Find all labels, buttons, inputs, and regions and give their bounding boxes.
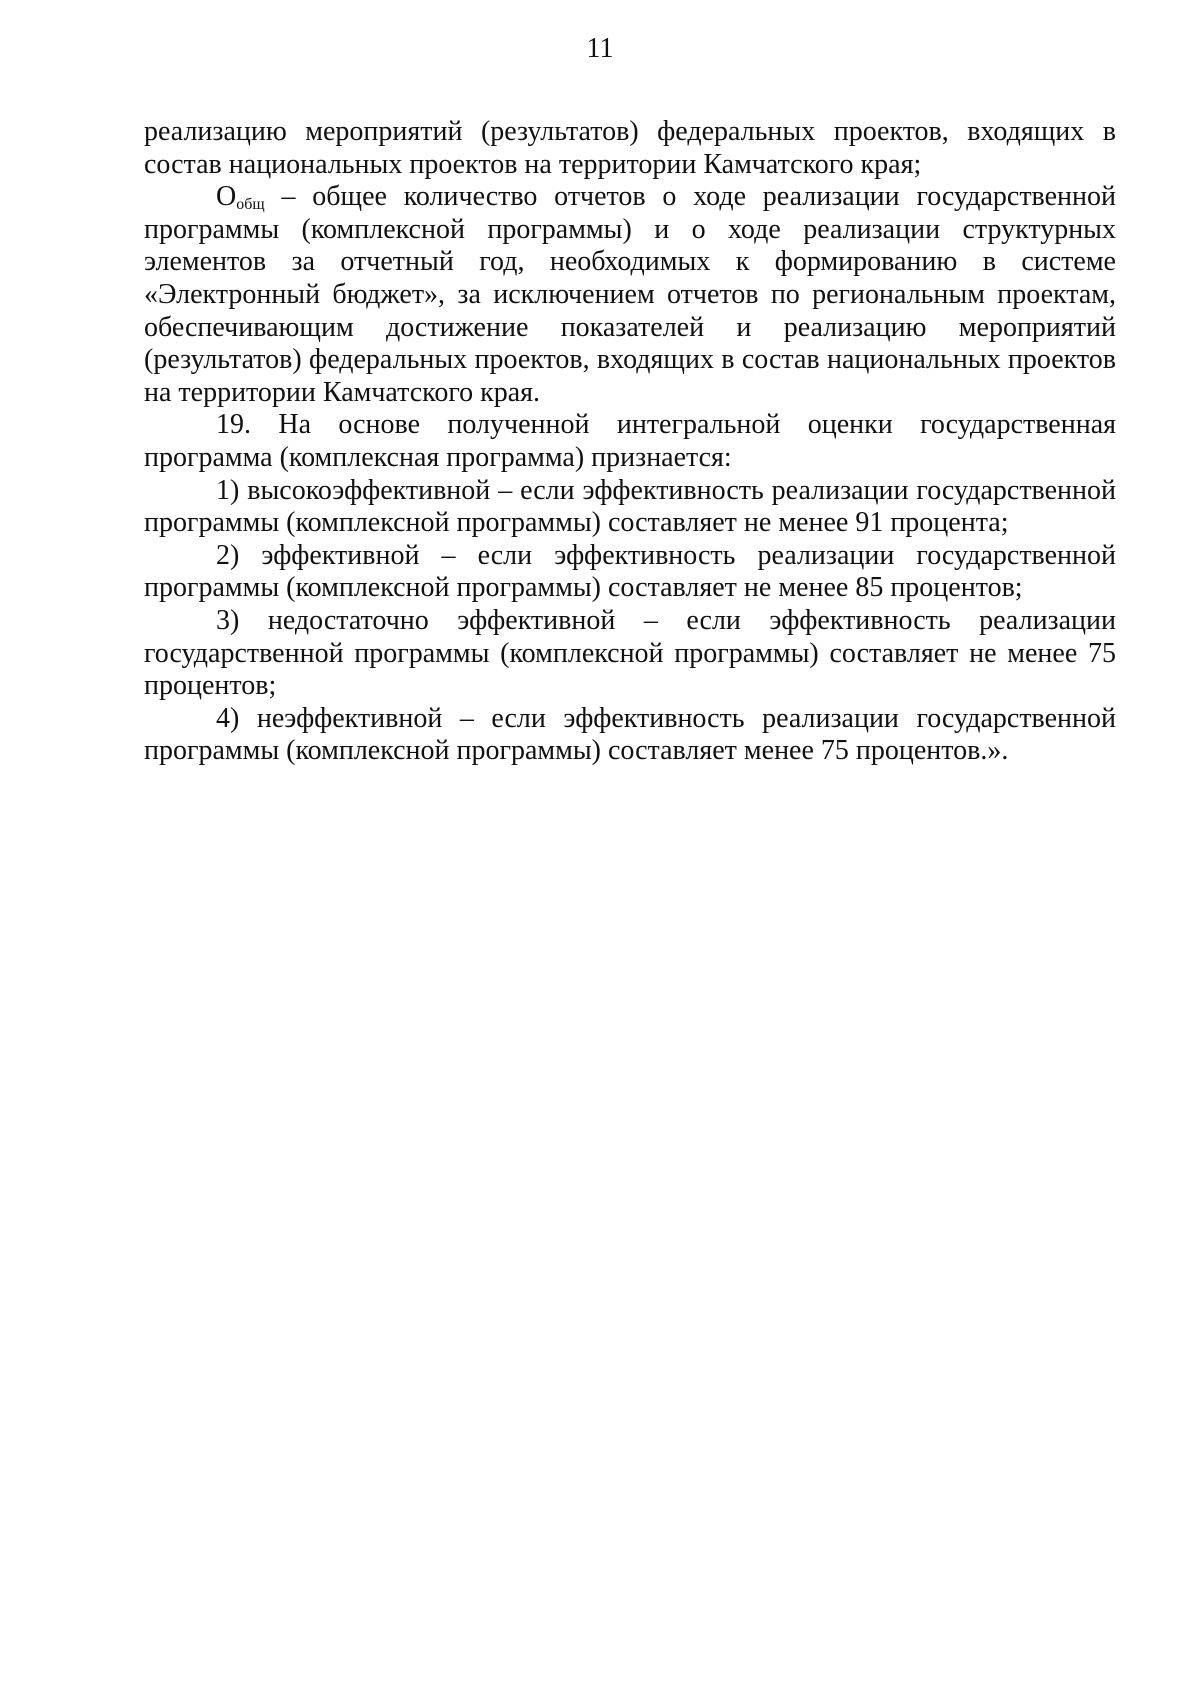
document-body [144, 116, 1116, 768]
formula-symbol: О [216, 181, 237, 213]
paragraph-continuation: реализацию мероприятий (результатов) федеральных проектов, входящих в состав национальных проектов на территории Камчатского края; [144, 116, 1116, 180]
page-number: 11 [586, 33, 614, 64]
paragraph-item-19: 19. На основе полученной интегральной оценки государственная программа (комплексная программа) признается: [144, 409, 1116, 473]
list-item-insufficiently-effective: 3) недостаточно эффективной – если эффективность реализации государственной программы (комплексной программы) составляет не менее 75 процентов; [144, 604, 1116, 702]
list-item-highly-effective: 1) высокоэффективной – если эффективность реализации государственной программы (комплексной программы) составляет не менее 91 процента; [144, 474, 1116, 539]
list-item-ineffective: 4) неэффективной – если эффективность реализации государственной программы (комплексной программы) составляет менее 75 процентов.». [144, 702, 1116, 767]
list-item-effective: 2) эффективной – если эффективность реализации государственной программы (комплексной программы) составляет не менее 85 процентов; [144, 539, 1116, 604]
formula-symbol-subscript: общ [236, 196, 265, 214]
definition-text: – общее количество отчетов о ходе реализации государственной программы (комплексной программы) и о ходе реализации структурных элементов за отчетный год, необходимых к формированию в системе «Электронный бюджет», за исключением отчетов по региональным проектам, обеспечивающим достижение показателей и реализацию мероприятий (результатов) федеральных проектов, входящих в состав национальных проектов на территории Камчатского края. [144, 181, 1116, 408]
paragraph-o-total-definition [144, 181, 1116, 409]
